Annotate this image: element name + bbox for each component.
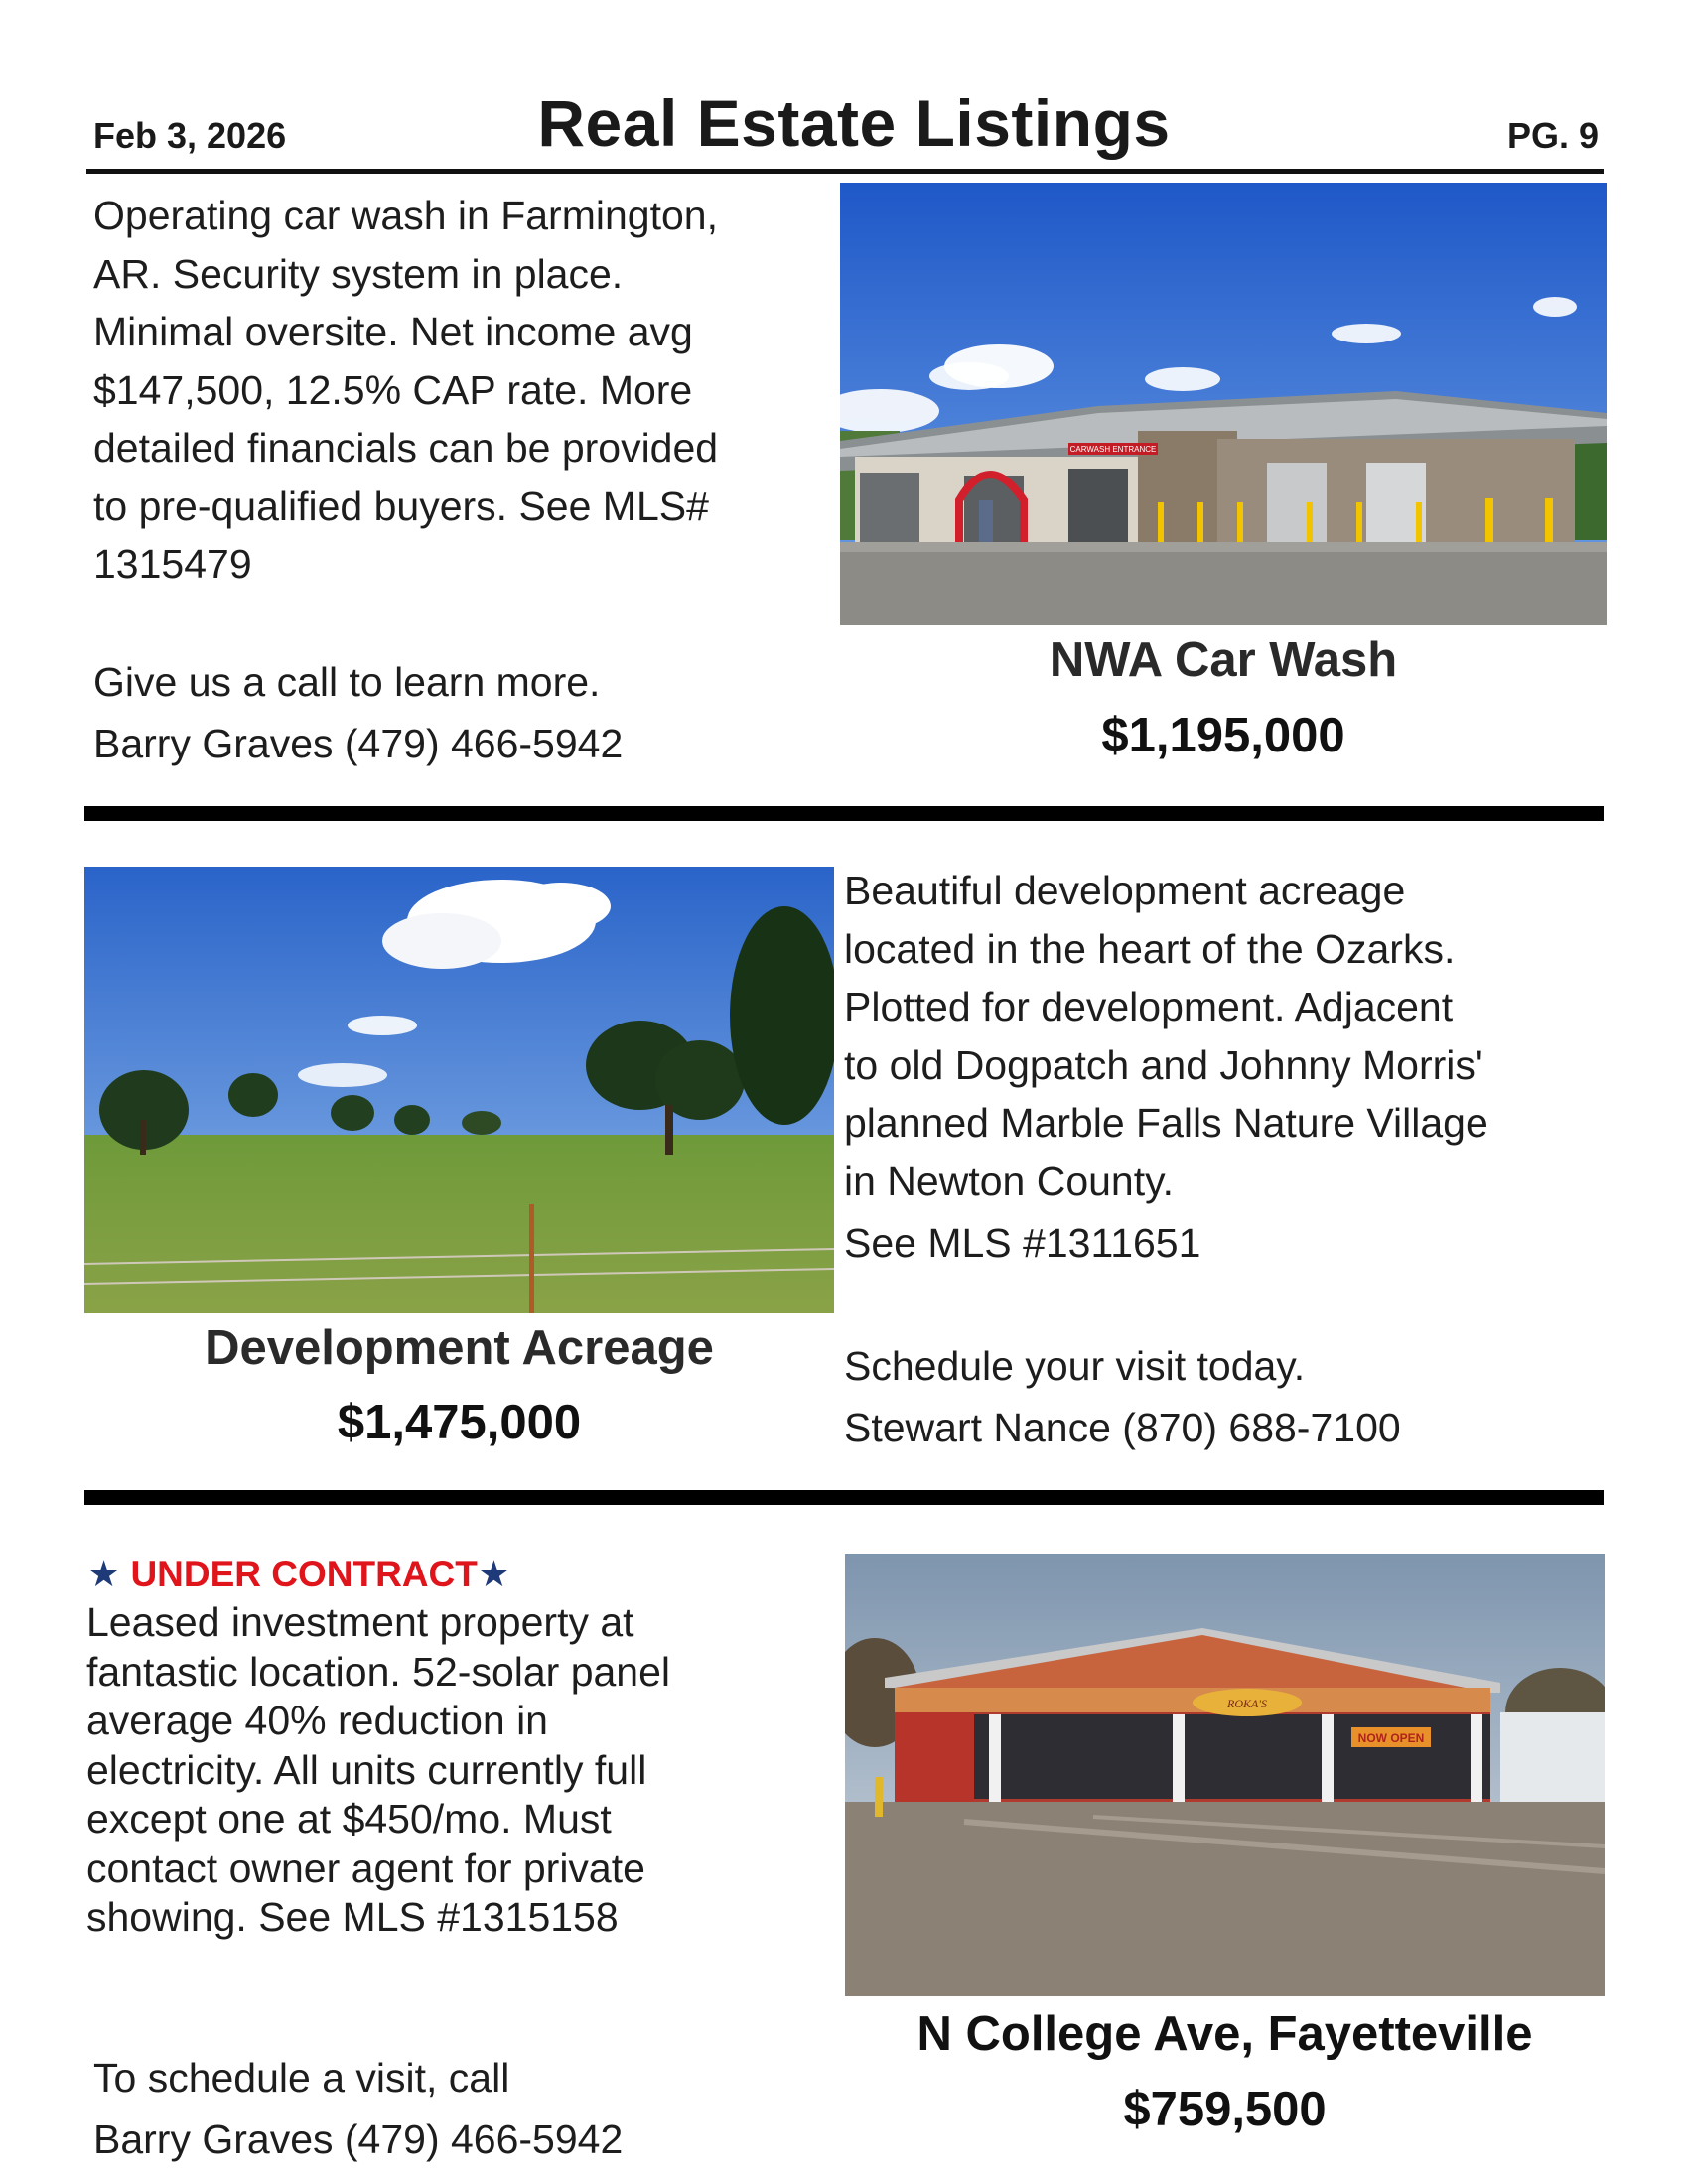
description-line: planned Marble Falls Nature Village: [844, 1100, 1488, 1146]
storefront-photo: [845, 1554, 1605, 1996]
description-line: except one at $450/mo. Must: [86, 1796, 612, 1842]
description-line: Beautiful development acreage: [844, 868, 1406, 913]
description-line: located in the heart of the Ozarks.: [844, 925, 1456, 972]
photo-banner-text: NOW OPEN: [1357, 1731, 1425, 1745]
description-line: to old Dogpatch and Johnny Morris': [844, 1041, 1483, 1088]
description-line: Leased investment property at: [86, 1599, 634, 1645]
star-icon: ★: [477, 1554, 511, 1594]
description-line: in Newton County.: [844, 1158, 1174, 1204]
listing-description: [86, 1598, 841, 1943]
agent-contact[interactable]: Barry Graves (479) 466-5942: [93, 721, 624, 766]
listing-price: $759,500: [1123, 2083, 1327, 2136]
photo-sign-text: CARWASH ENTRANCE: [1069, 445, 1157, 454]
description-line: electricity. All units currently full: [86, 1746, 647, 1793]
issue-date: Feb 3, 2026: [93, 115, 287, 156]
description-line: Operating car wash in Farmington,: [93, 193, 718, 238]
description-line: showing. See MLS #1315158: [86, 1894, 619, 1940]
call-to-action: Schedule your visit today.: [844, 1343, 1306, 1389]
description-line: Plotted for development. Adjacent: [844, 984, 1454, 1029]
status-badge-label: UNDER CONTRACT: [130, 1554, 478, 1594]
call-to-action: To schedule a visit, call: [93, 2055, 510, 2101]
listing-price: $1,475,000: [337, 1396, 582, 1449]
description-line: Minimal oversite. Net income avg: [93, 309, 693, 354]
section-divider: [84, 1490, 1604, 1505]
listing-title: NWA Car Wash: [1049, 633, 1398, 687]
agent-contact[interactable]: Barry Graves (479) 466-5942: [93, 2116, 624, 2162]
description-line: to pre-qualified buyers. See MLS#: [93, 482, 709, 529]
description-line: See MLS #1311651: [844, 1220, 1201, 1266]
listing-contact: [844, 1335, 1618, 1458]
page-number: PG. 9: [1506, 115, 1599, 156]
listing-contact: [93, 2047, 828, 2170]
description-line: AR. Security system in place.: [93, 250, 624, 297]
listing-title: Development Acreage: [205, 1321, 714, 1375]
description-line: average 40% reduction in: [86, 1698, 548, 1743]
status-badge: [87, 1553, 510, 1595]
call-to-action: Give us a call to learn more.: [93, 659, 601, 705]
listing-price: $1,195,000: [1101, 709, 1345, 762]
description-line: 1315479: [93, 541, 252, 587]
description-line: contact owner agent for private: [86, 1844, 645, 1891]
star-icon: ★: [87, 1554, 121, 1594]
photo-sign-text: ROKA'S: [1227, 1697, 1267, 1710]
listing-description: [844, 862, 1618, 1273]
description-line: $147,500, 12.5% CAP rate. More: [93, 366, 693, 413]
header-rule: [86, 169, 1604, 174]
agent-contact[interactable]: Stewart Nance (870) 688-7100: [844, 1405, 1401, 1450]
car-wash-photo: [840, 183, 1607, 625]
section-divider: [84, 806, 1604, 821]
listing-title: N College Ave, Fayetteville: [916, 2007, 1533, 2061]
description-line: detailed financials can be provided: [93, 425, 719, 471]
listing-contact: [93, 651, 828, 774]
acreage-photo: [84, 867, 834, 1313]
page-title: Real Estate Listings: [537, 86, 1171, 160]
description-line: fantastic location. 52-solar panel: [86, 1648, 671, 1695]
listing-description: [93, 187, 828, 594]
